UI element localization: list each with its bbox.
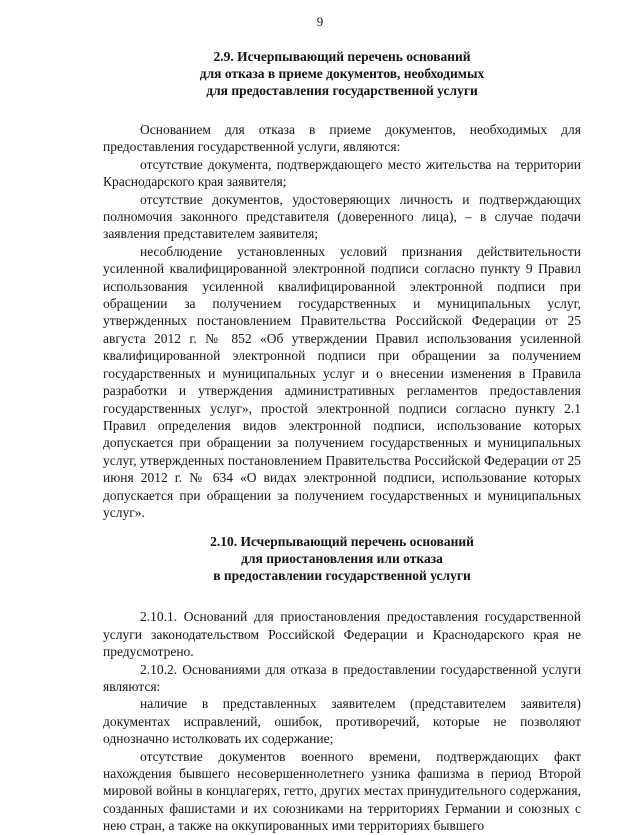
heading-line: 2.9. Исчерпывающий перечень оснований bbox=[213, 49, 471, 64]
page-number: 9 bbox=[316, 14, 324, 29]
paragraph: несоблюдение установленных условий признания действительности усиленной квалифицированной электронной подписи согласно пункту 9 Правил использования усиленной квалифицированной электронной подписи при обращении за получением государственных и муниципальных услуг, утвержденных постановлением Правительства Российской Федерации от 25 августа 2012 г. № 852 «Об утверждении Правил использования усиленной квалифицированной электронной подписи при обращении за получением государственных и муниципальных услуг и о внесении изменения в Правила разработки и утверждения административных регламентов предоставления государственных услуг», простой электронной подписи согласно пункту 2.1 Правил определения видов электронной подписи, использование которых допускается при обращении за получением государственных и муниципальных услуг, утвержденных постановлением Правительства Российской Федерации от 25 июня 2012 г. № 634 «О видах электронной подписи, использование которых допускается при обращении за получением государственных и муниципальных услуг». bbox=[103, 243, 581, 520]
paragraph: отсутствие документов военного времени, подтверждающих факт нахождения бывшего несовершеннолетнего узника фашизма в период Второй мировой войны в концлагерях, гетто, других местах принудительного содержания, созданных фашистами и их союзниками на территориях Германии и союзных с нею стран, а также на оккупированных ими территориях бывшего bbox=[103, 748, 581, 834]
section-2-10-heading bbox=[103, 533, 581, 584]
paragraph: 2.10.2. Основаниями для отказа в предоставлении государственной услуги являются: bbox=[103, 661, 581, 694]
paragraph: наличие в представленных заявителем (представителем заявителя) документах исправлений, ошибок, противоречий, которые не позволяют однозначно истолковать их содержание; bbox=[103, 696, 581, 747]
paragraph: 2.10.1. Оснований для приостановления предоставления государственной услуги законодательством Российской Федерации и Краснодарского края не предусмотрено. bbox=[103, 609, 581, 660]
heading-line: для предоставления государственной услуги bbox=[206, 83, 478, 98]
heading-line: для отказа в приеме документов, необходимых bbox=[199, 66, 485, 81]
paragraph: отсутствие документов, удостоверяющих личность и подтверждающих полномочия законного представителя (доверенного лица), – в случае подачи заявления представителем заявителя; bbox=[103, 191, 581, 242]
paragraph: Основанием для отказа в приеме документов, необходимых для предоставления государственной услуги, являются: bbox=[103, 122, 581, 155]
document-page bbox=[103, 48, 581, 835]
paragraph: отсутствие документа, подтверждающего место жительства на территории Краснодарского края заявителя; bbox=[103, 156, 581, 190]
heading-line: для приостановления или отказа bbox=[241, 551, 443, 567]
section-2-9-heading bbox=[103, 48, 581, 99]
heading-line: в предоставлении государственной услуги bbox=[213, 568, 471, 584]
heading-line: 2.10. Исчерпывающий перечень оснований bbox=[210, 534, 474, 550]
